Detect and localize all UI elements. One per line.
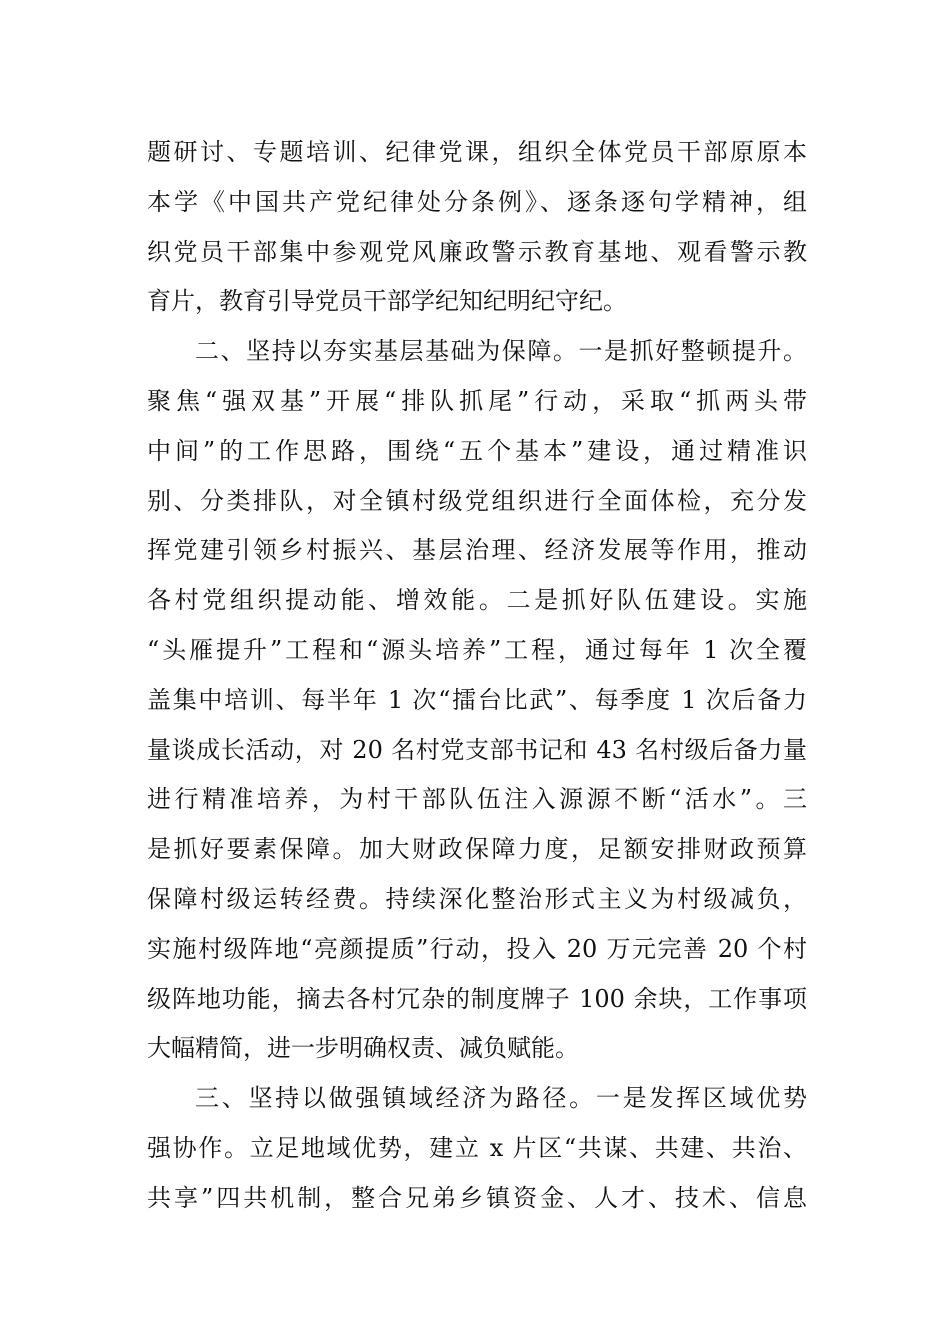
text-line: 强协作。立足地域优势，建立 x 片区“共谋、共建、共治、 <box>147 1133 807 1162</box>
text-line: 别、分类排队，对全镇村级党组织进行全面体检，充分发 <box>147 486 807 515</box>
text-line: 保障村级运转经费。持续深化整治形式主义为村级减负， <box>147 884 807 913</box>
paragraph-heading-line: 三、坚持以做强镇域经济为路径。一是发挥区域优势 <box>195 1084 807 1113</box>
document-body <box>147 128 807 1224</box>
text-line: 级阵地功能，摘去各村冗杂的制度牌子 100 余块，工作事项 <box>147 984 807 1013</box>
text-line: 题研讨、专题培训、纪律党课，组织全体党员干部原原本 <box>147 138 807 166</box>
text-line: 进行精准培养，为村干部队伍注入源源不断“活水”。三 <box>147 785 807 814</box>
text-line: 是抓好要素保障。加大财政保障力度，足额安排财政预算 <box>147 835 807 864</box>
text-line: 量谈成长活动，对 20 名村党支部书记和 43 名村级后备力量 <box>147 735 807 764</box>
text-line: 挥党建引领乡村振兴、基层治理、经济发展等作用，推动 <box>147 536 807 565</box>
text-line: 育片，教育引导党员干部学纪知纪明纪守纪。 <box>147 287 627 316</box>
text-line: 聚焦“强双基”开展“排队抓尾”行动，采取“抓两头带 <box>147 386 807 415</box>
paragraph-heading-line: 二、坚持以夯实基层基础为保障。一是抓好整顿提升。 <box>195 337 807 366</box>
text-line: 共享”四共机制，整合兄弟乡镇资金、人才、技术、信息 <box>147 1183 807 1212</box>
text-line: 大幅精简，进一步明确权责、减负赋能。 <box>147 1034 579 1063</box>
text-line: 中间”的工作思路，围绕“五个基本”建设，通过精准识 <box>147 436 807 465</box>
text-line: 盖集中培训、每半年 1 次“擂台比武”、每季度 1 次后备力 <box>147 685 807 714</box>
text-line: 本学《中国共产党纪律处分条例》、逐条逐句学精神，组 <box>147 187 807 216</box>
text-line: “头雁提升”工程和“源头培养”工程，通过每年 1 次全覆 <box>147 635 807 664</box>
text-line: 各村党组织提动能、增效能。二是抓好队伍建设。实施 <box>147 586 807 615</box>
text-line: 实施村级阵地“亮颜提质”行动，投入 20 万元完善 20 个村 <box>147 934 807 963</box>
text-line: 织党员干部集中参观党风廉政警示教育基地、观看警示教 <box>147 237 807 266</box>
